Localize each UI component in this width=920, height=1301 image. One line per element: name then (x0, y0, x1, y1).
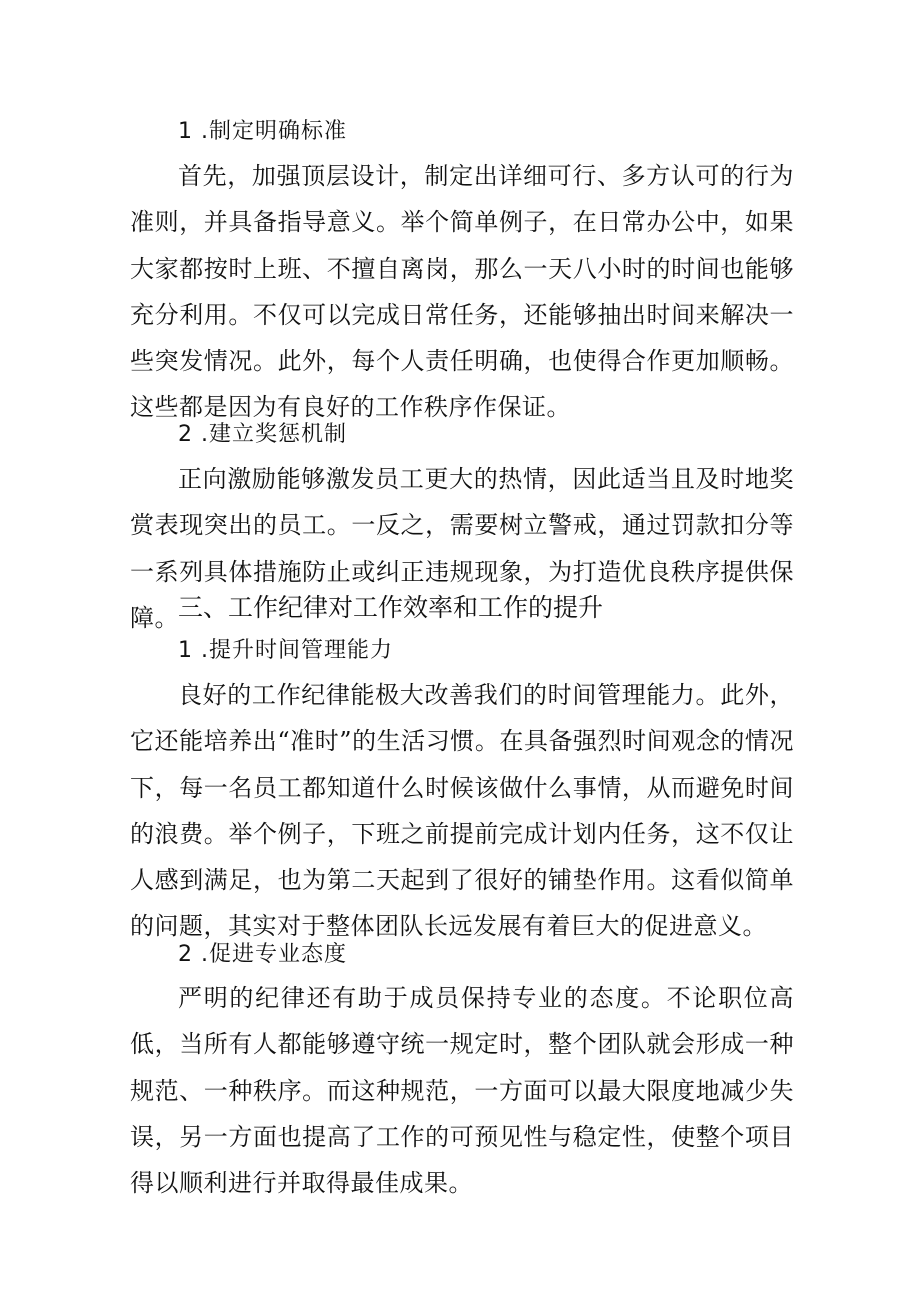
section-heading-three: 三、工作纪律对工作效率和工作的提升 (178, 593, 604, 622)
subheading-reward-punishment: 2 .建立奖惩机制 (178, 422, 347, 447)
paragraph-reward-punishment: 正向激励能够激发员工更大的热情，因此适当且及时地奖赏表现突出的员工。一反之，需要树立警戒，通过罚款扣分等一系列具体措施防止或纠正违规现象，为打造优良秩序提供保障。 (130, 465, 794, 632)
subheading-set-standards: 1 .制定明确标准 (178, 119, 347, 144)
paragraph-professional-attitude: 严明的纪律还有助于成员保持专业的态度。不论职位高低，当所有人都能够遵守统一规定时，整个团队就会形成一种规范、一种秩序。而这种规范，一方面可以最大限度地减少失误，另一方面也提高了工作的可预见性与稳定性，使整个项目得以顺利进行并取得最佳成果。 (130, 984, 794, 1198)
subheading-time-management: 1 .提升时间管理能力 (178, 638, 393, 663)
paragraph-time-management: 良好的工作纪律能极大改善我们的时间管理能力。此外，它还能培养出“准时”的生活习惯。在具备强烈时间观念的情况下，每一名员工都知道什么时候该做什么事情，从而避免时间的浪费。举个例子，下班之前提前完成计划内任务，这不仅让人感到满足，也为第二天起到了很好的铺垫作用。这看似简单的问题，其实对于整体团队长远发展有着巨大的促进意义。 (130, 681, 794, 941)
subheading-professional-attitude: 2 .促进专业态度 (178, 942, 347, 967)
paragraph-set-standards: 首先，加强顶层设计，制定出详细可行、多方认可的行为准则，并具备指导意义。举个简单例子，在日常办公中，如果大家都按时上班、不擅自离岗，那么一天八小时的时间也能够充分利用。不仅可以完成日常任务，还能够抽出时间来解决一些突发情况。此外，每个人责任明确，也使得合作更加顺畅。这些都是因为有良好的工作秩序作保证。 (130, 162, 794, 422)
